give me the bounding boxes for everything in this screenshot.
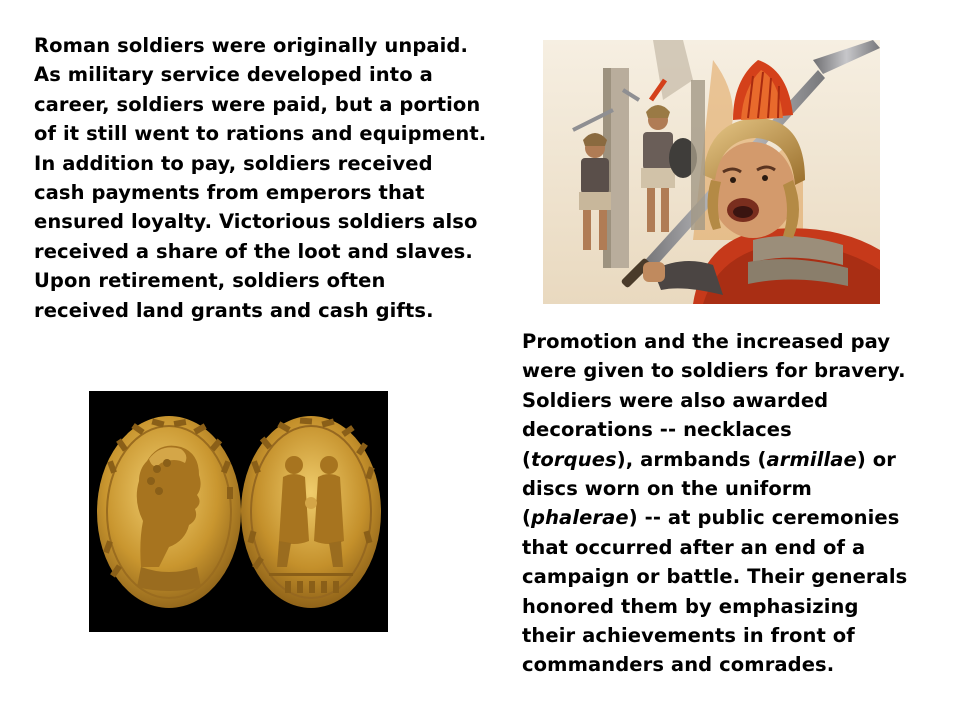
latin-term-armillae: armillae (766, 447, 857, 471)
text-line: career, soldiers were paid, but a portion (34, 92, 481, 116)
text-line: decorations -- necklaces (522, 418, 792, 442)
text-line: that occurred after an end of a (522, 535, 866, 559)
text-line: ensured loyalty. Victorious soldiers also (34, 210, 478, 234)
gold-roman-coins (89, 391, 388, 632)
text-line: In addition to pay, soldiers received (34, 151, 433, 175)
text-line: Roman soldiers were originally unpaid. (34, 34, 468, 57)
paragraph-promotion-decorations (522, 327, 952, 680)
text-line: received a share of the loot and slaves. (34, 239, 473, 263)
text-line: Soldiers were also awarded (522, 388, 829, 412)
latin-term-torques: torques (531, 447, 617, 471)
text-line: received land grants and cash gifts. (34, 298, 434, 322)
text-fragment: ), armbands ( (616, 447, 767, 471)
text-line: Promotion and the increased pay (522, 330, 891, 353)
text-line: their achievements in front of (522, 624, 855, 648)
text-line (522, 445, 952, 474)
text-fragment: ) -- at public ceremonies (628, 506, 900, 530)
text-line: commanders and comrades. (522, 653, 835, 677)
text-line: As military service developed into a (34, 63, 433, 87)
latin-term-phalerae: phalerae (531, 506, 629, 530)
text-line (522, 503, 952, 532)
text-line: honored them by emphasizing (522, 594, 859, 618)
coins-graphic (89, 391, 388, 632)
text-line: were given to soldiers for bravery. (522, 359, 906, 383)
text-line: Upon retirement, soldiers often (34, 269, 386, 293)
text-line: cash payments from emperors that (34, 181, 425, 205)
text-line: of it still went to rations and equipment. (34, 122, 487, 146)
text-line: discs worn on the uniform (522, 477, 812, 501)
roman-soldier-illustration (543, 40, 880, 304)
paragraph-roman-pay (34, 31, 514, 325)
text-fragment: ) or (856, 447, 896, 471)
text-line: campaign or battle. Their generals (522, 565, 908, 589)
text-fragment: ( (522, 447, 532, 471)
text-fragment: ( (522, 506, 532, 530)
soldier-illustration-graphic (543, 40, 880, 304)
